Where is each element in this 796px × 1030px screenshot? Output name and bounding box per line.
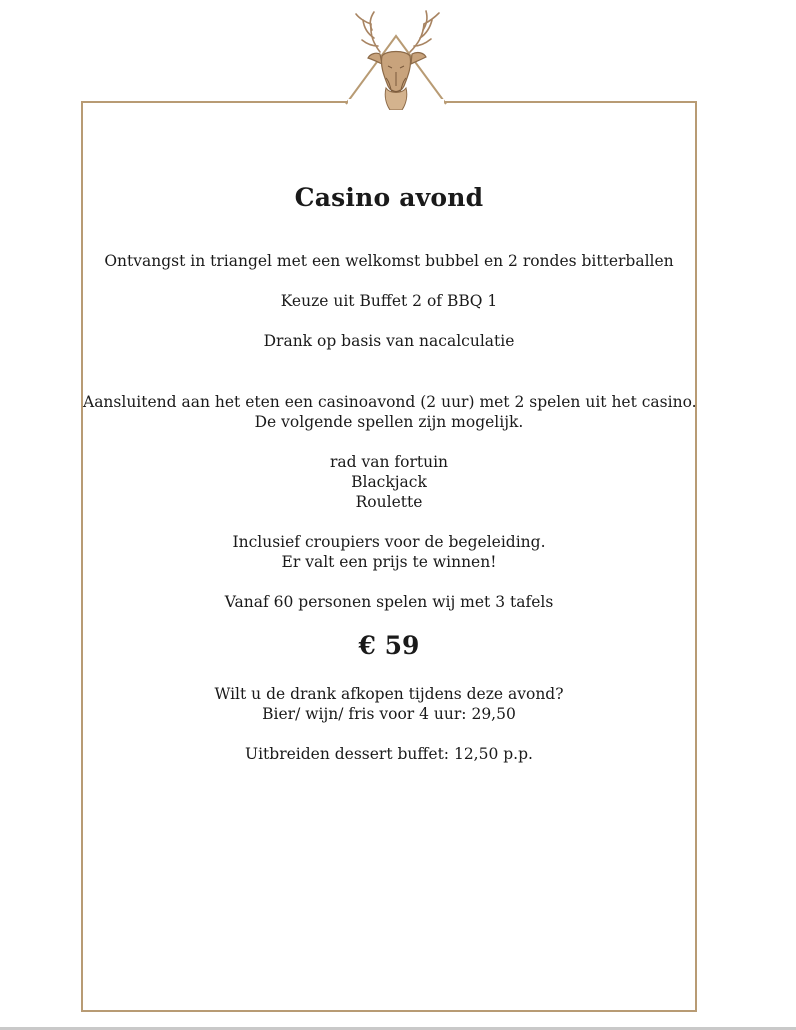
deer-head-icon	[340, 6, 452, 110]
reception-line: Ontvangst in triangel met een welkomst bubbel en 2 rondes bitterballen	[104, 252, 674, 270]
croupiers-line: Inclusief croupiers voor de begeleiding.	[232, 533, 546, 551]
game-item: Roulette	[355, 493, 423, 511]
price: € 59	[358, 631, 420, 660]
page-title: Casino avond	[294, 183, 484, 212]
tables-line: Vanaf 60 personen spelen wij met 3 tafels	[224, 593, 554, 611]
drinks-package-line: Bier/ wijn/ fris voor 4 uur: 29,50	[262, 705, 516, 723]
choice-line: Keuze uit Buffet 2 of BBQ 1	[280, 292, 498, 310]
drinks-question-line: Wilt u de drank afkopen tijdens deze avond?	[214, 685, 564, 703]
prize-line: Er valt een prijs te winnen!	[281, 553, 497, 571]
games-intro-line: De volgende spellen zijn mogelijk.	[254, 413, 524, 431]
casino-intro-line: Aansluitend aan het eten een casinoavond (2 uur) met 2 spelen uit het casino.	[83, 393, 697, 411]
dessert-line: Uitbreiden dessert buffet: 12,50 p.p.	[245, 745, 533, 763]
drinks-line: Drank op basis van nacalculatie	[263, 332, 515, 350]
game-item: Blackjack	[351, 473, 427, 491]
game-item: rad van fortuin	[329, 453, 449, 471]
